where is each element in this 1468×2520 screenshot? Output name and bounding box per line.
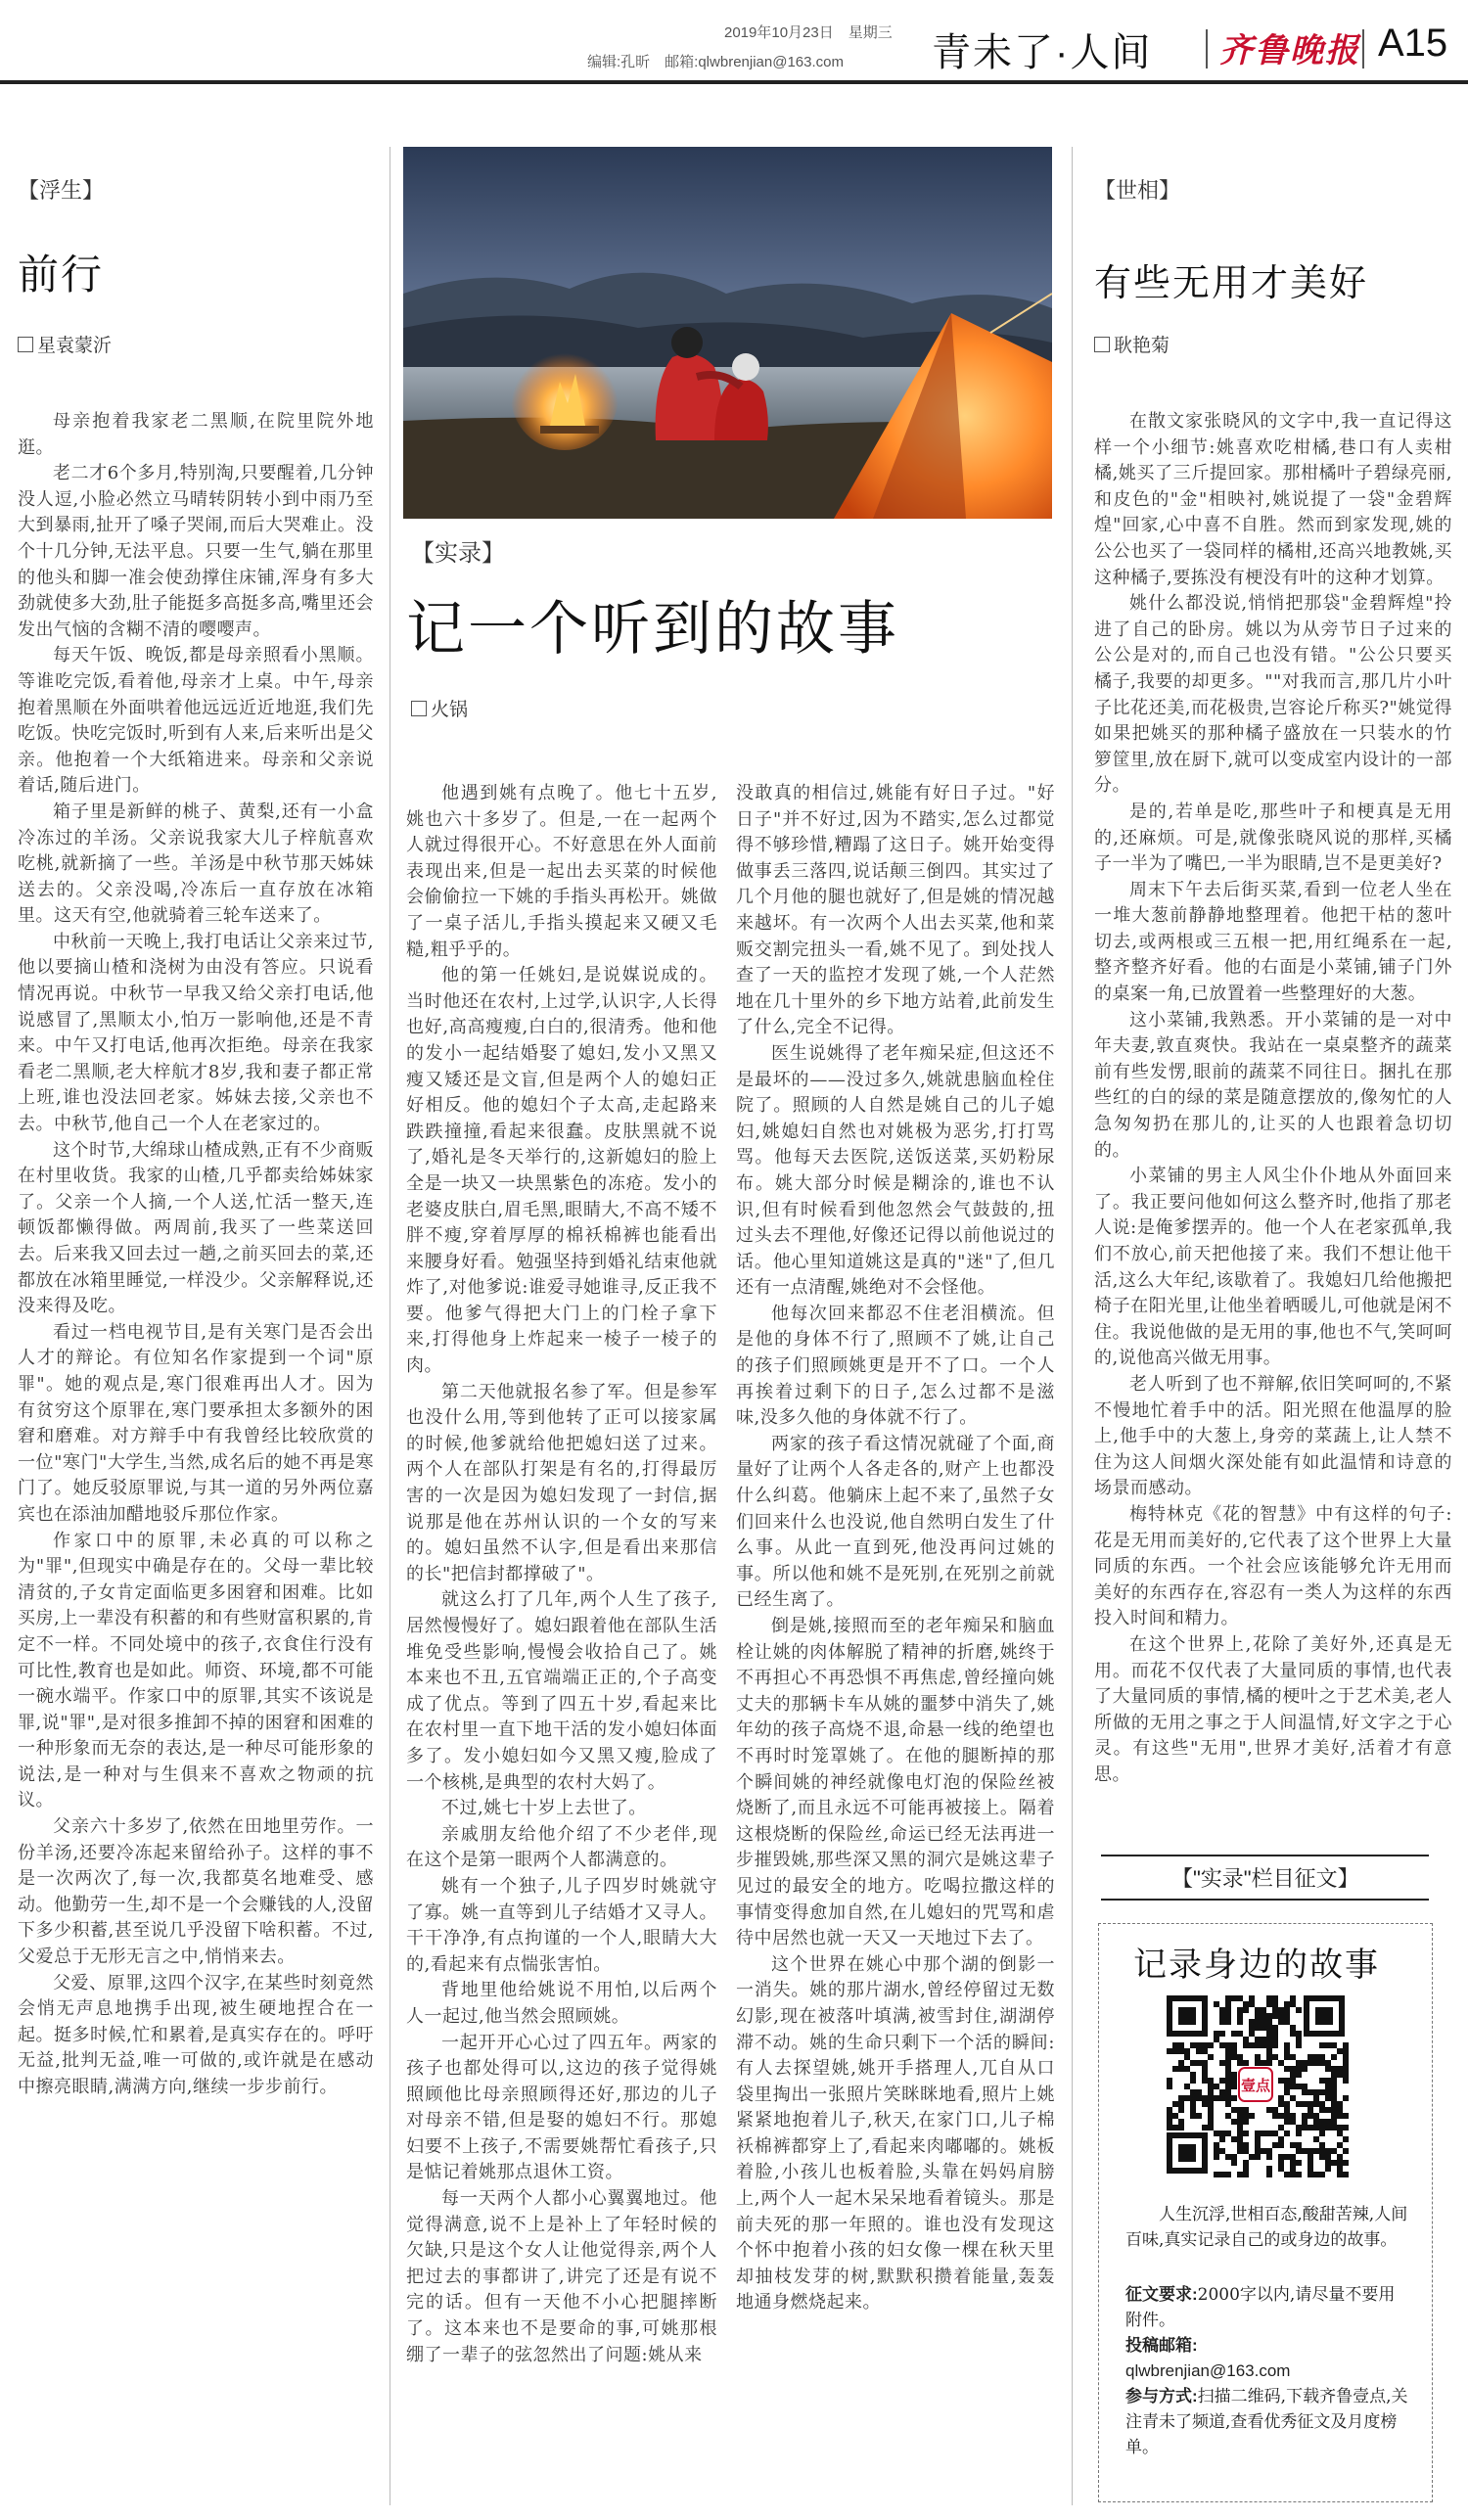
notice-method [1125, 2384, 1409, 2460]
paragraph: 他遇到姚有点晚了。他七十五岁,姚也六十多岁了。但是,一在一起两个人就过得很开心。不好意思在外人面前表现出来,但是一起出去买菜的时候他会偷偷拉一下姚的手指头再松开。姚做了一桌子活儿,手指头摸起来又硬又毛糙,粗乎乎的。 [406, 783, 717, 960]
editor-email: qlwbrenjian@163.com [698, 54, 844, 70]
byline-box-icon [18, 337, 33, 352]
paragraph: 没敢真的相信过,姚能有好日子过。"好日子"并不好过,因为不踏实,怎么过都觉得不够珍惜,糟蹋了这日子。姚开始变得做事丢三落四,说话颠三倒四。其实过了几个月他的腿也就好了,但是姚的情况越来越坏。有一次两个人出去买菜,他和菜贩交割完扭头一看,姚不见了。到处找人查了一天的监控才发现了姚,一个人茫然地在几十里外的乡下地方站着,此前发生了什么,完全不记得。 [736, 783, 1055, 1038]
requirement-text: 2000字以内,请尽量不要用附件。 [1125, 2285, 1396, 2330]
paragraph: 箱子里是新鲜的桃子、黄梨,还有一小盒冷冻过的羊汤。父亲说我家大儿子梓航喜欢吃桃,就新摘了一些。羊汤是中秋节那天姊妹送去的。父亲没喝,冷冻后一直存放在冰箱里。这天有空,他就骑着三轮车送来了。 [18, 801, 374, 927]
right-article-title: 有些无用才美好 [1094, 263, 1369, 304]
email-label: 投稿邮箱: [1125, 2336, 1198, 2355]
paragraph: 倒是姚,接照而至的老年痴呆和脑血栓让姚的肉体解脱了精神的折磨,姚终于不再担心不再恐惧不再焦虑,曾经撞向姚丈夫的那辆卡车从姚的噩梦中消失了,姚年幼的孩子高烧不退,命悬一线的绝望也不再时时笼罩姚了。在他的腿断掉的那个瞬间姚的神经就像电灯泡的保险丝被烧断了,而且永远不可能再被接上。隔着这根烧断的保险丝,命运已经无法再进一步摧毁姚,那些深又黑的洞穴是姚这辈子见过的最安全的地方。吃喝拉撒这样的事情变得愈加自然,在儿媳妇的咒骂和虐待中居然也就一天又一天地过下去了。 [736, 1616, 1055, 1949]
byline-box-icon [411, 701, 427, 716]
notice-intro: 人生沉浮,世相百态,酸甜苦辣,人间百味,真实记录自己的或身边的故事。 [1125, 2205, 1408, 2250]
left-column-tag: 【浮生】 [18, 178, 105, 203]
masthead-date: 2019年10月23日 星期三 [724, 24, 893, 41]
center-column-tag: 【实录】 [411, 540, 505, 567]
submission-email[interactable]: qlwbrenjian@163.com [1125, 2361, 1291, 2380]
paragraph: 老二才6个多月,特别淘,只要醒着,几分钟没人逗,小脸必然立马晴转阴转小到中雨乃至大到暴雨,扯开了嗓子哭闹,而后大哭难止。没个十几分钟,无法平息。只要一生气,躺在那里的他头和脚一准会使劲撑住床铺,浑身有多大劲就使多大劲,肚子能挺多高挺多高,嘴里还会发出气恼的含糊不清的嘤嘤声。 [18, 463, 374, 640]
paragraph: 梅特林克《花的智慧》中有这样的句子:花是无用而美好的,它代表了这个世界上大量同质的东西。一个社会应该能够允许无用而美好的东西存在,容忍有一类人为这样的东西投入时间和精力。 [1094, 1503, 1452, 1629]
center-article-body-col2 [736, 781, 1055, 2503]
masthead-divider [1206, 29, 1208, 69]
right-column-tag: 【世相】 [1094, 178, 1181, 203]
notice-header: 【"实录"栏目征文】 [1171, 1866, 1359, 1891]
paragraph: 是的,若单是吃,那些叶子和梗真是无用的,还麻烦。可是,就像张晓风说的那样,买橘子一半为了嘴巴,一半为眼睛,岂不是更美好? [1094, 801, 1452, 875]
paragraph: 在这个世界上,花除了美好外,还真是无用。而花不仅代表了大量同质的事情,也代表了大量同质的事情,橘的梗叶之于艺术美,老人所做的无用之事之于人间温情,好文字之于心灵。有这些"无用",世界才美好,活着才有意思。 [1094, 1633, 1452, 1785]
paragraph: 他的第一任姚妇,是说媒说成的。当时他还在农村,上过学,认识字,人长得也好,高高瘦瘦,白白的,很清秀。他和他的发小一起结婚娶了媳妇,发小又黑又瘦又矮还是文盲,但是两个人的媳妇正好相反。他的媳妇个子太高,走起路来跌跌撞撞,看起来很蠢。皮肤黑就不说了,婚礼是冬天举行的,这新媳妇的脸上全是一块又一块黑紫色的冻疮。发小的老婆皮肤白,眉毛黑,眼睛大,不高不矮不胖不瘦,穿着厚厚的棉袄棉裤也能看出来腰身好看。勉强坚持到婚礼结束他就炸了,对他爹说:谁爱寻她谁寻,反正我不要。他爹气得把大门上的门栓子拿下来,打得他身上炸起来一棱子一棱子的肉。 [406, 965, 717, 1377]
paragraph: 他每次回来都忍不住老泪横流。但是他的身体不行了,照顾不了姚,让自己的孩子们照顾姚更是开不了口。一个人再挨着过剩下的日子,怎么过都不是滋味,没多久他的身体就不行了。 [736, 1303, 1055, 1429]
qr-code[interactable] [1163, 1992, 1349, 2177]
newspaper-logo: 齐鲁晚报 [1219, 31, 1360, 70]
paragraph: 每天午饭、晚饭,都是母亲照看小黑顺。等谁吃完饭,看着他,母亲才上桌。中午,母亲抱着黑顺在外面哄着他远远近近地逛,我们先吃饭。快吃完饭时,听到有人来,后来听出是父亲。他抱着一个大纸箱进来。母亲和父亲说着话,随后进门。 [18, 645, 374, 797]
right-article-byline [1094, 331, 1170, 357]
qr-finder-top-right [1304, 1995, 1345, 2037]
paragraph: 背地里他给姚说不用怕,以后两个人一起过,他当然会照顾姚。 [406, 1980, 717, 2027]
paragraph: 父亲六十多岁了,依然在田地里劳作。一份羊汤,还要冷冻起来留给孙子。这样的事不是一次两次了,每一次,我都莫名地难受、感动。他勤劳一生,却不是一个会赚钱的人,没留下多少积蓄,甚至说几乎没留下啥积蓄。不过,父爱总于无形无言之中,悄悄来去。 [18, 1816, 374, 1968]
masthead-editor [587, 51, 844, 71]
center-article-author: 火锅 [431, 700, 469, 720]
notice-requirement [1125, 2282, 1409, 2333]
qr-code-graphic [1163, 1992, 1349, 2177]
method-label: 参与方式: [1125, 2387, 1198, 2405]
left-article-title: 前行 [18, 252, 105, 298]
editor-label: 编辑:孔昕 邮箱: [587, 54, 699, 70]
paragraph: 中秋前一天晚上,我打电话让父亲来过节,他以要摘山楂和浇树为由没有答应。只说看情况再说。中秋节一早我又给父亲打电话,他说感冒了,黑顺太小,怕万一影响他,还是不青来。中午又打电话,他再次拒绝。母亲在我家看老二黑顺,老大梓航才8岁,我和妻子都正常上班,谁也没法回老家。姊妹去接,父亲也不去。中秋节,他自己一个人在老家过的。 [18, 931, 374, 1135]
paragraph: 亲戚朋友给他介绍了不少老伴,现在这个是第一眼两个人都满意的。 [406, 1823, 717, 1871]
center-article-byline [411, 695, 468, 721]
right-article-author: 耿艳菊 [1114, 336, 1170, 356]
qr-center-label: 壹点 [1240, 2077, 1271, 2094]
paragraph: 就这么打了几年,两个人生了孩子,居然慢慢好了。媳妇跟着他在部队生活堆免受些影响,慢慢会收拾自己了。姚本来也不丑,五官端端正正的,个子高变成了优点。等到了四五十岁,看起来比在农村里一直下地干活的发小媳妇体面多了。发小媳妇如今又黑又瘦,脸成了一个核桃,是典型的农村大妈了。 [406, 1589, 717, 1793]
requirement-label: 征文要求: [1125, 2285, 1198, 2304]
paragraph: 两家的孩子看这情况就碰了个面,商量好了让两个人各走各的,财产上也都没什么纠葛。他躺床上起不来了,虽然子女们回来什么也没说,他自然明白发生了什么事。从此一直到死,他没再问过姚的事。所以他和姚不是死别,在死别之前就已经生离了。 [736, 1433, 1055, 1611]
masthead-divider [1362, 29, 1364, 69]
paragraph: 不过,姚七十岁上去世了。 [441, 1798, 647, 1819]
paragraph: 老人听到了也不辩解,依旧笑呵呵的,不紧不慢地忙着手中的活。阳光照在他温厚的脸上,他手中的大葱上,身旁的菜蔬上,让人禁不住为这人间烟火深处能有如此温情和诗意的场景而感动。 [1094, 1373, 1452, 1499]
paragraph: 作家口中的原罪,未必真的可以称之为"罪",但现实中确是存在的。父母一辈比较清贫的,子女肯定面临更多困窘和困难。比如买房,上一辈没有积蓄的和有些财富积累的,肯定不一样。不同处境中的孩子,衣食住行没有可比性,教育也是如此。师资、环境,都不可能一碗水端平。作家口中的原罪,其实不该说是罪,说"罪",是对很多推卸不掉的困窘和困难的一种形象而无奈的表达,是一种尽可能形象的说法,是一种对与生俱来不喜欢之物顽的抗议。 [18, 1530, 374, 1811]
paragraph: 小菜铺的男主人风尘仆仆地从外面回来了。我正要问他如何这么整齐时,他指了那老人说:是俺爹摆弄的。他一个人在老家孤单,我们不放心,前天把他接了来。我们不想让他干活,这么大年纪,该歇着了。我媳妇几给他搬把椅子在阳光里,让他坐着晒暖儿,可他就是闲不住。我说他做的是无用的事,他也不气,笑呵呵的,说他高兴做无用事。 [1094, 1166, 1452, 1369]
paragraph: 母亲抱着我家老二黑顺,在院里院外地逛。 [18, 411, 374, 458]
left-article-author: 星袁蒙沂 [37, 336, 113, 356]
paragraph: 医生说姚得了老年痴呆症,但这还不是最坏的——没过多久,姚就患脑血栓住院了。照顾的人自然是姚自己的儿子媳妇,姚媳妇自然也对姚极为恶劣,打打骂骂。他每天去医院,送饭送菜,买奶粉尿布。姚大部分时候是糊涂的,谁也不认识,但有时候看到他忽然会气鼓鼓的,扭过头去不理他,好像还记得以前他说过的话。他心里知道姚这是真的"迷"了,但几还有一点清醒,姚绝对不会怪他。 [736, 1042, 1055, 1299]
paragraph: 这小菜铺,我熟悉。开小菜铺的是一对中年夫妻,敦直爽快。我站在一桌桌整齐的蔬菜前有些发愣,眼前的蔬菜不同往日。捆扎在那些红的白的绿的菜是随意摆放的,像匆忙的人急匆匆扔在那儿的,让买的人也跟着急切切的。 [1094, 1009, 1452, 1161]
column-divider [1072, 147, 1073, 2505]
paragraph: 姚什么都没说,悄悄把那袋"金碧辉煌"拎进了自己的卧房。姚以为从旁节日子过来的公公是对的,而自己也没有错。"公公只要买橘子,我要的却更多。""对我而言,那几片小叶子比花还美,而花极贵,岂容论斤称买?"姚觉得如果把姚买的那种橘子盛放在一只装水的竹箩筐里,放在厨下,就可以变成室内设计的一部分。 [1094, 593, 1452, 797]
right-article-body [1094, 409, 1452, 1828]
masthead-rule [0, 80, 1468, 84]
paragraph: 这个世界在姚心中那个湖的倒影一一消失。姚的那片湖水,曾经停留过无数幻影,现在被落叶填满,被雪封住,湖湖停滞不动。姚的生命只剩下一个活的瞬间:有人去探望姚,姚开手搭理人,兀自从口袋里掏出一张照片笑眯眯地看,照片上姚紧紧地抱着儿子,秋天,在家门口,儿子棉袄棉裤都穿上了,看起来肉嘟嘟的。姚板着脸,小孩儿也板着脸,头靠在妈妈肩膀上,两个人一起木呆呆地看着镜头。那是前夫死的那一年照的。谁也没有发现这个怀中抱着小孩的妇女像一棵在秋天里却抽枝发芽的树,默默积攒着能量,轰轰地通身燃烧起来。 [736, 1953, 1055, 2314]
qr-finder-bottom-left [1167, 2132, 1208, 2174]
left-article-byline [18, 331, 112, 357]
paragraph: 第二天他就报名参了军。但是参军也没什么用,等到他转了正可以接家属的时候,他爹就给他把媳妇送了过来。两个人在部队打架是有名的,打得最厉害的一次是因为媳妇发现了一封信,据说那是他在苏州认识的一个女的写来的。媳妇虽然不认字,但是看出来那信的长"把信封都撑破了"。 [406, 1381, 717, 1584]
paragraph: 在散文家张晓风的文字中,我一直记得这样一个小细节:姚喜欢吃柑橘,巷口有人卖柑橘,姚买了三斤提回家。那柑橘叶子碧绿亮丽,和皮色的"金"相映衬,姚说提了一袋"金碧辉煌"回家,心中喜不自胜。然而到家发现,姚的公公也买了一袋同样的橘柑,还高兴地教姚,买这种橘子,要拣没有梗没有叶的这种才划算。 [1094, 411, 1452, 588]
lakeside-couple-illustration [403, 147, 1052, 519]
page-number: A15 [1378, 22, 1448, 65]
center-article-title: 记一个听到的故事 [406, 596, 899, 662]
notice-details [1125, 2282, 1409, 2460]
left-article-body [18, 409, 374, 2503]
paragraph: 一起开开心心过了四五年。两家的孩子也都处得可以,这边的孩子觉得姚照顾他比母亲照顾得还好,那边的儿子对母亲不错,但是娶的媳妇不行。那媳妇要不上孩子,不需要姚帮忙看孩子,只是惦记着姚那点退休工资。 [406, 2032, 717, 2183]
section-title: 青未了·人间 [932, 31, 1153, 74]
paragraph: 父爱、原罪,这四个汉字,在某些时刻竟然会悄无声息地携手出现,被生硬地捏合在一起。挺多时候,忙和累着,是真实存在的。呼吁无益,批判无益,唯一可做的,或许就是在感动中擦亮眼睛,满满方向,继续一步步前行。 [18, 1972, 374, 2097]
paragraph: 看过一档电视节目,是有关寒门是否会出人才的辩论。有位知名作家提到一个词"原罪"。她的观点是,寒门很难再出人才。因为有贫穷这个原罪在,寒门要承担太多额外的困窘和磨难。对方辩手中有我曾经比较欣赏的一位"寒门"大学生,当然,成名后的她不再是寒门了。她反驳原罪说,与其一道的另外两位嘉宾也在添油加醋地驳斥那位作家。 [18, 1321, 374, 1525]
center-article-body-col1 [406, 781, 717, 2503]
notice-rule-top [1101, 1855, 1429, 1856]
story-photo [403, 147, 1052, 519]
method-text: 扫描二维码,下载齐鲁壹点,关注青未了频道,查看优秀征文及月度榜单。 [1125, 2387, 1408, 2457]
notice-rule-bottom [1101, 1899, 1429, 1901]
byline-box-icon [1094, 337, 1110, 352]
paragraph: 姚有一个独子,儿子四岁时姚就守了寡。姚一直等到儿子结婚才又寻人。干干净净,有点拘谨的一个人,眼睛大大的,看起来有点惴张害怕。 [406, 1875, 717, 1975]
qr-finder-top-left [1167, 1995, 1208, 2037]
paragraph: 周末下午去后街买菜,看到一位老人坐在一堆大葱前静静地整理着。他把干枯的葱叶切去,或两根或三五根一把,用红绳系在一起,整齐整齐好看。他的右面是小菜铺,铺子门外的桌案一角,已放置着一些整理好的大葱。 [1094, 879, 1452, 1005]
notice-title: 记录身边的故事 [1133, 1947, 1380, 1984]
paragraph: 这个时节,大绵球山楂成熟,正有不少商贩在村里收货。我家的山楂,几乎都卖给姊妹家了。父亲一个人摘,一个人送,忙活一整天,连顿饭都懒得做。两周前,我买了一些菜送回去。后来我又回去过一趟,之前买回去的菜,还都放在冰箱里睡觉,一样没少。父亲解释说,还没来得及吃。 [18, 1139, 374, 1317]
paragraph: 每一天两个人都小心翼翼地过。他觉得满意,说不上是补上了年轻时候的欠缺,只是这个女人让他觉得亲,两个人把过去的事都讲了,讲完了还是有说不完的话。但有一天他不小心把腿摔断了。这本来也不是要命的事,可姚那根绷了一辈子的弦忽然出了问题:姚从来 [406, 2188, 717, 2365]
